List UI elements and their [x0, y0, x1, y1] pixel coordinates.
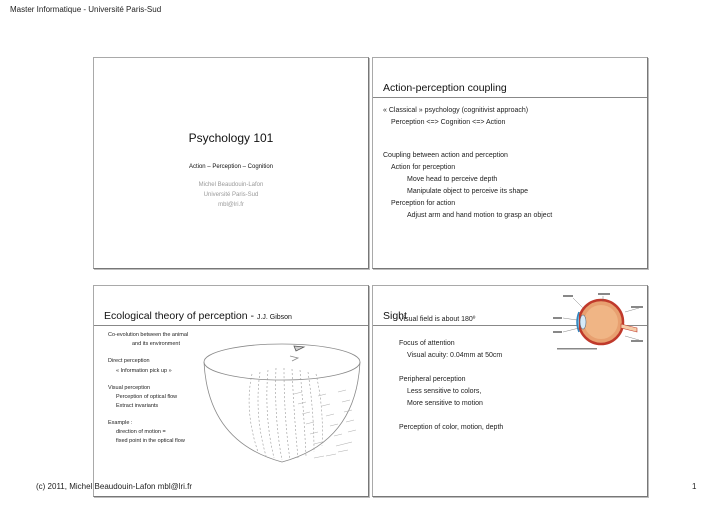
- slide3-line: « Information pick up »: [116, 368, 172, 374]
- page-footer: (c) 2011, Michel Beaudouin-Lafon mbl@lri.fr: [36, 482, 193, 491]
- slide4-line: Visual field is about 180º: [399, 316, 476, 323]
- hemisphere-rim: [204, 344, 360, 380]
- page-header: Master Informatique - Université Paris-Sud: [10, 5, 162, 14]
- slide-sight: [372, 285, 648, 497]
- slide1-title: Psychology 101: [188, 131, 274, 145]
- slide2-title: Action-perception coupling: [383, 82, 507, 94]
- slide3-title: [104, 310, 292, 322]
- cornea-iris: [577, 312, 579, 332]
- slide1-subtitle: Action – Perception – Cognition: [188, 164, 274, 170]
- optical-flow-figure: [194, 334, 364, 468]
- slide2-line: Move head to perceive depth: [407, 176, 498, 183]
- slide3-line: Perception of optical flow: [116, 394, 178, 400]
- slide3-line: Extract invariants: [116, 403, 159, 409]
- slide2-line: Adjust arm and hand motion to grasp an object: [407, 212, 553, 219]
- slide3-line: Visual perception: [108, 385, 151, 391]
- slide3-line: and its environment: [132, 341, 180, 347]
- slide-action-perception: [372, 57, 648, 269]
- slide2-line: Perception <=> Cognition <=> Action: [391, 119, 506, 126]
- slide3-line: fixed point in the optical flow: [116, 438, 185, 444]
- flow-lines: [249, 368, 322, 460]
- ground-texture: [294, 390, 356, 458]
- slide4-line: Less sensitive to colors,: [407, 388, 482, 395]
- observer-glyph: [294, 346, 304, 351]
- slide4-title: Sight: [383, 310, 407, 322]
- slide1-affiliation: Université Paris-Sud: [203, 192, 259, 198]
- slide-ecological-theory: [93, 285, 369, 497]
- optic-nerve: [621, 324, 637, 332]
- eye-anatomy-figure: [553, 288, 645, 356]
- title-rule: [94, 325, 368, 326]
- slide2-line: Coupling between action and perception: [383, 152, 508, 159]
- slide4-line: Perception of color, motion, depth: [399, 424, 504, 431]
- hemisphere-outline: [204, 362, 360, 462]
- slide1-author: Michel Beaudouin-Lafon: [198, 182, 264, 188]
- slide1-email: mbl@lri.fr: [218, 202, 244, 208]
- slide2-line: Perception for action: [391, 200, 456, 207]
- vitreous: [584, 305, 618, 339]
- slide3-line: Direct perception: [108, 358, 150, 364]
- title-rule: [373, 97, 647, 98]
- slide2-line: Manipulate object to perceive its shape: [407, 188, 529, 195]
- lens: [580, 315, 586, 329]
- slide4-line: Visual acuity: 0.04mm at 50cm: [407, 352, 503, 359]
- flow-vector-arrow: [290, 356, 298, 361]
- slide4-line: More sensitive to motion: [407, 400, 483, 407]
- slide3-line: Co-evolution between the animal: [108, 332, 189, 338]
- slide3-line: direction of motion =: [116, 429, 166, 435]
- slide3-title-text: Ecological theory of perception -: [104, 310, 257, 322]
- page-number: 1: [692, 482, 697, 491]
- slide3-title-author: J.J. Gibson: [256, 314, 292, 321]
- slide4-line: Peripheral perception: [399, 376, 466, 383]
- slide3-line: Example :: [108, 420, 133, 426]
- slide-title: [93, 57, 369, 269]
- slide2-line: « Classical » psychology (cognitivist approach): [383, 107, 529, 114]
- slide4-line: Focus of attention: [399, 340, 455, 347]
- slide2-line: Action for perception: [391, 164, 456, 171]
